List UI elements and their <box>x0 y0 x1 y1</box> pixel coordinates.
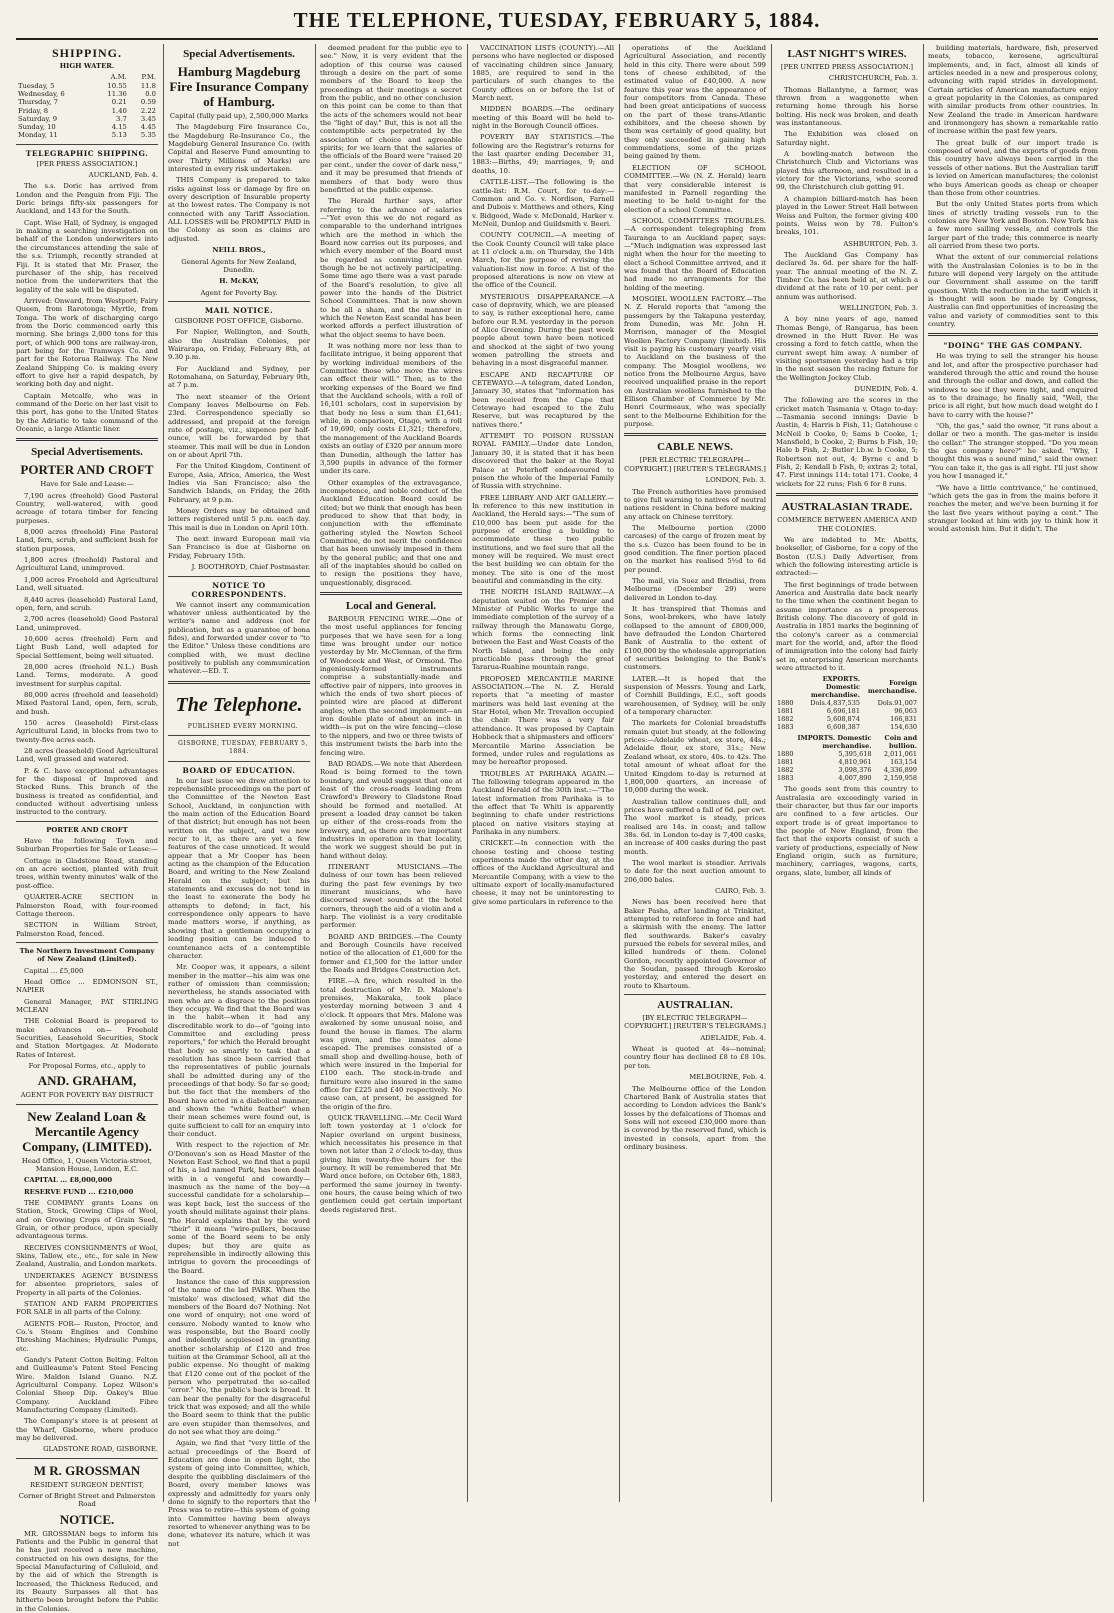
tide-cell: 0.21 <box>111 98 127 107</box>
tide-cell: Sunday, 10 <box>18 123 56 132</box>
trade-paragraph: We are indebted to Mr. Abetts, bookseller, of Gisborne, for a copy of the Boston (U.S.) Daily Advertiser, from which the following interesting article is extracted:— <box>776 535 918 578</box>
trade-cell: 154,630 <box>890 723 917 732</box>
tide-heading: HIGH WATER. <box>59 62 115 70</box>
wires-credit: [PER UNITED PRESS ASSOCIATION.] <box>780 63 914 71</box>
mail-notice-body <box>168 328 310 560</box>
dunedin-dateline: DUNEDIN, Feb. 4. <box>854 385 918 394</box>
porter-croft-item: 1,000 acres Freehold and Agricultural Land, well situated. <box>16 575 158 593</box>
nzl-paragraph: AGENTS FOR— Ruston, Proctor, and Co.'s Steam Engines and Combine Threshing Machines; Hydraulic Pumps, etc. <box>16 1319 158 1353</box>
notice-title: NOTICE. <box>59 1511 115 1527</box>
trade-continued <box>928 44 1098 328</box>
local-item: BARBOUR FENCING WIRE.—One of the most useful appliances for fencing purposes that we have seen for a long time was brought under our notice yesterday by Mr. McClennan, of the firm of Woodcock and West, of Ormond. The ingeniously-formed instruments comprise a substantially-made and effective pair of nippers, into grooves in which the ends of two short pieces of pointed wire are placed at different angles; when the second implement—an iron double plate of about an inch in width—is put on the wire fencing—close to the nippers, and two or three twists of this instrument twists the barb into the fencing wire. <box>320 615 462 757</box>
porter-croft-town-item: QUARTER-ACRE SECTION in Palmerston Road, with four-roomed Cottage thereon. <box>16 893 158 918</box>
telegraphic-paragraph: Capt. Wise Hall, of Sydney, is engaged in making a searching investigation on behalf of the London underwriters into the circumstances attending the sale of the s.s. Triumph, recently stranded at Fiji. It is stated that Mr. Fraser, the purchaser of the ship, has received notice from the underwriters that the legality of the sale will be disputed. <box>16 218 158 294</box>
column-5 <box>624 44 766 1502</box>
trade-heading: AUSTRALASIAN TRADE. <box>781 501 913 514</box>
trade-cell: 1881 <box>777 707 794 716</box>
trade-cell: 1883 <box>777 723 794 732</box>
and-graham: AND. GRAHAM, <box>37 1073 137 1089</box>
wires-body <box>776 86 918 237</box>
tide-row <box>16 131 158 139</box>
shipping-heading: SHIPPING. <box>51 46 122 60</box>
local-item: ELECTION OF SCHOOL COMMITTEE.—We (N. Z. Herald) learn that very considerable interest is manifested in Parnell regarding the meeting to be held to-night for the election of a school Committee. <box>624 163 766 214</box>
trade-cell: 3,098,376 <box>838 766 872 775</box>
nzl-paragraph: Gandy's Patent Cotton Belting. Felton and Guilleaume's Patent Steel Fencing Wire. Maldon Island Guano. N.Z. Agricultural Company. Lopez Wilson's Colonial Sheep Dip. Oakey's Blue Company. Auckland Fibre Manufacturing Company (Limited). <box>16 1355 158 1414</box>
gas-paragraph: "We have a little contrivance," he continued, "which gets the gas in from the mains before it reaches the meter, and we've been burning it for the last five years without paying a cent." The stranger looked at him with joy to think how it would astonish him. But it didn't. The <box>928 483 1098 534</box>
nzl-paragraph: The Company's store is at present at the Wharf, Gisborne, where produce may be delivered. <box>16 1417 158 1442</box>
tide-cell: 4.45 <box>140 123 156 132</box>
mail-notice-paragraph: For Auckland and Sydney, per Rotomahana, on Saturday, February 9th, at 7 p.m. <box>168 364 310 390</box>
cable-news-body <box>624 488 766 884</box>
trade-subheading: COMMERCE BETWEEN AMERICA AND THE COLONIES. <box>777 516 917 533</box>
telegraphic-body <box>16 182 158 433</box>
trade-cell: 6,608,387 <box>826 723 860 732</box>
trade-paragraph: building materials, hardware, fish, preserved meats, tobacco, kerosene, agricultural implements, and, in fact, almost all kinds of articles needed in a new and prosperous colony, advancing with rapid strides in development. Certain articles of American manufacture enjoy a great popularity in the Colonies, as compared with similar products from other countries. In New Zealand the trade in American hardware and ironmongery has shown a remarkable ratio of increase within the past few years. <box>928 44 1098 136</box>
trade-paragraph: The great bulk of our import trade is composed of wool, and the exports of goods from this country have always been carried in the vessels of other nations. But the Australian tariff is levied on American manufactures; the colonist who buys American goods as cheap or cheaper than those from other countries. <box>928 138 1098 197</box>
adelaide-body: Wheat is quoted at 4s—nominal; country flour has declined £8 to £8 10s. per ton. <box>624 1045 766 1070</box>
nzl-paragraph: RECEIVES CONSIGNMENTS of Wool, Skins, Tallow, etc., etc., for sale in New Zealand, Australia, and London markets. <box>16 1243 158 1269</box>
column-7 <box>928 44 1098 1502</box>
tide-cell: Friday, 8 <box>18 106 49 115</box>
board-paragraph: With respect to the rejection of Mr. O'Donovan's son as Head Master of the Newton East School, we find that a pupil of his, a lad named Park, has been dealt with in a vengeful and cowardly—inasmuch as the name of the boy—a successful candidate for a scholarship—was kept back, lest the success of the youth should militate against their plans. The Herald explains that by the word "their" it means "wire-pullers, because some of the Board seem to be only dupes; but they are quite as reprehensible in indirectly allowing this intrigue to govern the proceedings of the Board. <box>168 1141 310 1275</box>
tide-cell: 1.40 <box>111 106 127 115</box>
melbourne-body: The Melbourne office of the London Chartered Bank of Australia states that according to London advices the Bank's losses by the defalcations of Thomas and Sons will not exceed £30,000 more than is covered by the reserved fund, which is invested in consols, apart from the ordinary business. <box>624 1084 766 1151</box>
wires-dateline: CHRISTCHURCH, Feb. 3. <box>828 74 918 83</box>
trade-paragraph: But the only United States ports from which lines of strictly trading vessels run to the colonies are New York and Boston. New York has a few more sailing vessels, and controls the larger part of the trade; this commerce is nearly all carried from these two ports. <box>928 200 1098 250</box>
local-item: PROPOSED MERCANTILE MARINE ASSOCIATION.—The N. Z. Herald reports that "a meeting of master mariners was held last evening at the Star Hotel, when Mr. Trevallon occupied the chair. There was a very fair attendance. It was proposed by Captain Hobbeck that a shipmasters and officers' Mercantile Marine Association be formed, under rules and regulations as may be hereafter proposed. <box>472 674 614 767</box>
trade-paragraph: What the extent of our commercial relations with the Australasian Colonies is to be in the future will depend very largely on the attitude our Government shall assume on the tariff question. With the reduction in the tariff which it is thought will soon be made by Congress, Australia can find opportunities of increasing the value and variety of commodities sent to this country. <box>928 253 1098 328</box>
nzi-capital: Capital ... £5,000 <box>24 966 84 975</box>
tide-cell: 11.36 <box>107 89 127 98</box>
telegraphic-heading: TELEGRAPHIC SHIPPING. <box>25 148 149 158</box>
local-item: BOARD AND BRIDGES.—The County and Borough Councils have received notice of the allocation of £1,600 for the former and £1,500 for the latter under the Roads and Bridges Construction Act. <box>320 932 462 975</box>
local-item: SCHOOL COMMITTEES TROUBLES.—A correspondent telegraphing from Tauranga to an Auckland paper, says:—"Much indignation was expressed last night when the hour for the meeting to elect a School Committee arrived, and it was found that the Board of Education had made no arrangements for the holding of the meeting. <box>624 216 766 292</box>
nzi-manager: General Manager, PAT STIRLING MCLEAN <box>16 997 158 1014</box>
local-item: ATTEMPT TO POISON RUSSIAN ROYAL FAMILY.—Under date London, January 30, it is stated that it has been discovered that the baker at the Royal Palace at Peterhoff endeavoured to poison the whole of the Imperial Family of Russia with strychnine. <box>472 432 614 491</box>
mail-notice-paragraph: The next inward European mail via San Francisco is due at Gisborne on Friday, February 15th. <box>168 535 310 560</box>
local-item: COUNTY COUNCIL.—A meeting of the Cook County Council will take place at 11 o'clock a.m. on Thursday, the 14th March, for the purpose of revising the valuation-list now in force. A list of the proposed alterations is now on view at the office of the Council. <box>472 231 614 290</box>
cable-credit: [PER ELECTRIC TELEGRAPH—COPYRIGHT.] [REUTER'S TELEGRAMS.] <box>624 456 766 473</box>
column-3 <box>320 44 462 1502</box>
trade-cell: 4,336,899 <box>883 766 917 775</box>
trade-col-header: Foreign merchandise. <box>867 679 917 696</box>
board-paragraph: In our last issue we drew attention to reprehensible proceedings on the part of the Committee of the Newton East School, Auckland, in conjunction with the main action of the Education Board of that district; but enough has not been written on the subject, and we now recur to it, as there are yet a few features of the case unnoticed. It would appear that a Mr Cooper has been acting as the champion of the Education Board, and writing to the New Zealand Herald on the subject; but his statements and excuses do not tend in the least to exonerate the body he attempts to defend; in fact, his correspondence only appears to have made matters worse, if anything, as showing that a gentleman occupying a leading position can be induced to countenance acts of a contemptible character. <box>168 776 310 960</box>
mail-notice-sub: GISBORNE POST OFFICE, Gisborne. <box>174 316 304 325</box>
porter-croft-item: 8,440 acres (leasehold) Pastoral Land, open, fern, and scrub. <box>16 595 158 612</box>
porter-croft-item: 80,000 acres (freehold and leasehold) Mixed Pastoral Land, open, fern, scrub, and bush. <box>16 690 158 716</box>
porter-croft-item: P. & C. have exceptional advantages for the disposal of Improved and Stocked Runs. This branch of the business is treated as confidential, and conducted without advertising unless instructed to the contrary. <box>16 766 158 817</box>
porter-croft-town-item: SECTION in William Street, Palmerston Road, fenced. <box>16 921 158 938</box>
table-row <box>776 766 918 774</box>
wellington-body: A boy nine years of age, named Thomas Benge, of Rangarua, has been drowned in the Hutt River. He was crossing a ford to fetch cattle, when the current swept him away. A number of visiting sportsmen yesterday had a trip in the next season the racing fixture for the Wellington Jockey Club. <box>776 315 918 382</box>
gas-paragraph: "Oh, the gas," said the owner, "it runs about a dollar or two a month. The gas-meter is inside the cellar." The stranger stopped. "Do you mean the gas company here?" he asked. "Why, I thought this was a sound mind," said the owner. "You can take it, the gas is all right. I'll just show you how I managed it." <box>928 422 1098 481</box>
porter-croft-town-list <box>16 857 158 938</box>
telegraphic-credit: [PER PRESS ASSOCIATION.] <box>36 159 138 168</box>
editorial-paragraph: Other examples of the extravagance, incompetence, and noble conduct of the Auckland Education Board could be cited; but we think that enough has been produced to show that that body, in conjunction with the effeminate gathering styled the Newton School Committee, do not merit the confidence that has been unwisely imposed in them by the general public; and that one and all of the inaptables should be called on to resign the positions they have, unquestionably, disgraced. <box>320 478 462 587</box>
local-item: FIRE.—A fire, which resulted in the total destruction of Mr. D. Malone's premises, Makaraka, took place yesterday morning between 3 and 4 o'clock. It appears that Mrs. Malone was awakened by some unusual noise, and found the house in flames. The alarm was given, and the inmates alone escaped. The premises consisted of a small shop and dwelling-house, both of which were insured in the Imperial for £100 each. The stock-in-trade and furniture were also insured in the same office for £225 and £40 respectively. No cause can, at present, be assigned for the origin of the fire. <box>320 977 462 1111</box>
tide-cell: 0.0 <box>145 89 156 98</box>
board-education-body <box>168 777 310 1548</box>
trade-cell: 96,063 <box>894 707 917 716</box>
tide-cell: Saturday, 9 <box>18 114 58 123</box>
telegraphic-dateline: AUCKLAND, Feb. 4. <box>88 171 158 180</box>
mail-notice-paragraph: For Napier, Wellington, and South, also the Australian Colonies, per Wairarapa, on Friday, February 8th, at 9.30 p.m. <box>168 328 310 362</box>
table-row <box>776 758 918 766</box>
telegraphic-paragraph: The s.s. Doric has arrived from London and the Penguin from Fiji. The Doric brings fifty-six passengers for Auckland, and 143 for the South. <box>16 182 158 216</box>
hamburg-body: The Magdeburg Fire Insurance Co., the Magdeburg Re-Insurance Co., the Magdeburg General Insurance Co. (with Capital and Reserve Fund amounting to over Thirty Millions of Marks) are interested in every risk undertaken. <box>168 123 310 174</box>
gas-company-body <box>928 352 1098 533</box>
wellington-dateline: WELLINGTON, Feb. 3. <box>839 303 918 312</box>
tide-cell: 3.45 <box>140 114 156 123</box>
paper-date: GISBORNE, TUESDAY, FEBRUARY 5, 1884. <box>178 739 308 756</box>
porter-croft-item: 28 acres (leasehold) Good Agricultural Land, well grassed and watered. <box>16 747 158 764</box>
trade-after: The goods sent from this country to Australasia are exceedingly varied in their character, but thus far our imports are confined to a few articles. Our export trade is of great importance to the people of New England, from the fact that the exports consist of such a variety of productions, especially of New England origin, such as furniture, machinery, carriages, wagons, carts, organs, slate, lumber, all kinds of <box>776 785 918 877</box>
local-item: QUICK TRAVELLING.—Mr. Cecil Ward left town yesterday at 1 o'clock for Napier overland on urgent business, which necessitates his presence in that town not later than 2 o'clock to-day, thus giving him twenty-five hours for the journey. It will be remembered that Mr. Ward once before, on October 6th, 1883, performed the same journey in twenty-one hours, the cause being which of two gentlemen could get certain important deeds registered first. <box>320 1113 462 1214</box>
hamburg-agent-2: Agent for Poverty Bay. <box>200 288 278 297</box>
trade-cell: 5,395,618 <box>838 750 872 759</box>
tide-cell: 5.35 <box>140 131 156 140</box>
editorial-paragraph: deemed prudent for the public eye to see." Now, it is very evident that the adoption of this course was caused through a desire on the part of some members of the Board to keep the proceedings at their meetings a secret from the public, and no other conclusion on this point can be come to than that the acts of the schemers would not bear the "light of day." But, this is not all the contemptible acts perpetrated by the association of choice and agreeable spirits; for we learn that the salaries of the officials of the Board were "raised 20 per cent., under the cover of dark ness," and it may be presumed that friends of members of that body were thus benefitted at the public expense. <box>320 44 462 194</box>
cable-item: The wool market is steadier. Arrivals to date for the next auction amount to 206,000 bales. <box>624 858 766 884</box>
local-item: VACCINATION LISTS (COUNTY).—All persons who have neglected or disposed of vaccinating children since January, 1885, are required to send in the particulars of such changes to the County offices on or before the 1st of March next. <box>472 44 614 103</box>
local-item: ESCAPE AND RECAPTURE OF CETEWAYO.—A telegram, dated London, January 30, states that "information has been received from the Cape that Cetewayo had escaped to the Zulu Reserve, but was recaptured by the natives there." <box>472 370 614 429</box>
porter-croft-list <box>16 492 158 817</box>
local-item: MYSTERIOUS DISAPPEARANCE.—A case of depravity, which, we are pleased to say, is rather exceptional here, came before our R.M. yesterday in the person of Alice Greening. During the past week people about town have been noticed and shocked at the sight of two young women patrolling the streets and behaving in a most disgraceful manner. <box>472 292 614 368</box>
cable-item: Australian tallow continues dull, and prices have suffered a fall of 6d. per cwt. The wool market is steady, prices realised are 14s. in coast; and tallow 38s. 6d. in London to-day is 7,400 casks, an increase of 400 casks during the past month. <box>624 797 766 856</box>
gas-company-heading: "DOING" THE GAS COMPANY. <box>943 341 1083 351</box>
trade-cell: 1880 <box>777 699 794 708</box>
masthead-seal-icon <box>174 689 304 719</box>
nzi-body: THE Colonial Board is prepared to make advances on— Freehold Securities, Leasehold Securities, Stock and Station Mortgages. At Moderate Rates of Interest. <box>16 1017 158 1059</box>
wires-item: Thomas Ballantyne, a farmer, was thrown from a waggonette when returning home through his horse bolting. His neck was broken, and death was instantaneous. <box>776 85 918 128</box>
special-ads-heading-2: Special Advertisements. <box>183 48 295 60</box>
trade-cell: 163,154 <box>890 758 917 767</box>
nzl-sign: GLADSTONE ROAD, GISBORNE. <box>43 1445 158 1454</box>
table-row <box>776 774 918 782</box>
australian-heading: AUSTRALIAN. <box>657 999 733 1012</box>
mail-notice-sign: J. BOOTHROYD, Chief Postmaster. <box>191 563 310 572</box>
nzl-paragraph: UNDERTAKES AGENCY BUSINESS for absentee proprietors, sales of Property in all parts of the Colonies. <box>16 1271 158 1297</box>
local-item: FREE LIBRARY AND ART GALLERY.—In reference to this new institution in Auckland, the Herald says:—"The sum of £10,000 has been put aside for the purpose of erecting a building to accommodate these two public institutions, and we feel sure that all the money will be required. We must erect the best building we can obtain for the money. The site is one of the most beautiful and commanding in the city. <box>472 493 614 585</box>
mail-notice-paragraph: For the United Kingdom, Continent of Europe, Asia, Africa, America, the West Indies via San Francisco; also the Sandwich Islands, on Friday, the 26th February, at 9 p.m. <box>168 462 310 504</box>
table-row <box>776 715 918 723</box>
and-graham-sub: AGENT FOR POVERTY BAY DISTRICT <box>20 1091 154 1100</box>
tide-cell: 11.8 <box>140 81 156 90</box>
porter-croft-item: 1,800 acres (freehold) Pastoral and Agricultural Land, unimproved. <box>16 556 158 573</box>
trade-cell: 5,608,874 <box>826 715 860 724</box>
tide-table <box>16 73 158 139</box>
trade-cell: 4,810,961 <box>838 758 872 767</box>
hamburg-capital: Capital (fully paid up), 2,500,000 Marks <box>169 112 309 120</box>
nzl-body <box>16 1199 158 1442</box>
local-general-continued <box>472 44 614 906</box>
dentist-title: M R. GROSSMAN <box>33 1462 141 1478</box>
mail-notice-heading: MAIL NOTICE. <box>204 305 274 315</box>
tide-col-header <box>16 73 93 81</box>
porter-croft-town: Have the following Town and Suburban Properties for Sale or Lease:— <box>16 837 158 854</box>
cable-dateline: LONDON, Feb. 3. <box>705 476 766 485</box>
column-4 <box>472 44 614 1502</box>
nzl-office: Head Office, 1, Queen Victoria-street, Mansion House, London, E.C. <box>21 1156 153 1174</box>
cable-item: It has transpired that Thomas and Sons, wool-brokers, who have lately collapsed to the amount of £800,000, have defrauded the London Chartered Bank of Australia to the extent of £100,000 by the wholesale appropriation of securities belonging to the Bank's customers. <box>624 604 766 672</box>
trade-col-header <box>776 734 795 750</box>
trade-cell: 2,159,958 <box>883 774 917 783</box>
cable-item: The markets for Colonial breadstuffs remain quiet but steady, at the following prices:—Adelaide wheat, ex store, 44s.; Adelaide flour, ex store, 31s.; New Zealand wheat, ex store, 40s. to 42s. The total amount of wheat afloat for the United Kingdom to-day is returned at 1,800,000 quarters, an increase of 10,000 during the week. <box>624 719 766 795</box>
telegraphic-paragraph: Captain Metcalfe, who was in command of the Doric on her last visit to this port, has gone to the United States by the Adriatic to take command of the Oceanic, a large Atlantic liner. <box>16 391 158 434</box>
porter-croft-item: 28,000 acres (freehold N.L.) Bush Land. Terms, moderate. A good investment for surplus capital. <box>16 662 158 688</box>
local-item: BAD ROADS.—We note that Aberdeen Road is being formed to the town boundary, and would suggest that one at least of the cross-roads leading from Crawford's Brewery to Gladstone Road should be formed and metalled. At present a loaded dray cannot be taken up either of the cross-roads from the brewery, and, as there are two important industries in operation in that locality, the work we suggest should be put in hand without delay. <box>320 759 462 860</box>
imports-table <box>776 734 918 782</box>
tide-col-header: A.M. <box>110 73 127 82</box>
tide-cell: 5.13 <box>111 131 127 140</box>
paper-title: The Telephone. <box>175 693 303 716</box>
editorial-paragraph: The Herald further says, after referring to the advance of salaries—"Yet even this we do not regard as comparable to the underhand intrigues which are the method in which the Board now carries out its purposes, and which every member of the Board must be regarded as conniving at, even though he be not actively participating. Some time ago there was a vast parade of the Board's resolution, to give all power into the hands of the District School Committees. That is now shown to be all a sham, and the manner in which the Newton East scandal has been worked affords a perfect illustration of what the object seems to have been. <box>320 197 462 339</box>
nzl-title: New Zealand Loan & Mercantile Agency Company, (LIMITED). <box>22 1108 152 1154</box>
local-item: ITINERANT MUSICIANS.—The dulness of our town has been relieved during the past few evenings by two itinerant musicians, who have discoursed sweet sounds at the hotel corners, through the aid of a violin and a harp. The violinist is a very creditable performer. <box>320 862 462 930</box>
tide-row <box>16 90 158 98</box>
trade-body <box>776 536 918 673</box>
hamburg-agent: H. McKAY, <box>219 277 259 286</box>
editorial-continued <box>320 44 462 587</box>
tide-cell: 3.7 <box>116 114 127 123</box>
dunedin-body: The following are the scores in the cricket match Tasmania v. Otago to-day:—Tasmania second innings: Davie b Austin, 4; Harris b Fish, 11; Gatehouse c McNeil b Cooke, 0; Sams b Cooke, 1; Mansfield, b Cooke, 2; Burns b Fish, 10; Hale b Fish, 2; Butler l.b.w. b Cooke, 5; Robertson not out, 4; Byrne c and b Fish, 2; Kendall b Fish, 0; extras 2; total, 47. First innings 114: total 171. Cooke, 4 wickets for 22 runs; Fish 6 for 8 runs. <box>776 396 918 488</box>
tide-row <box>16 98 158 106</box>
tide-cell: Tuesday, 5 <box>18 81 55 90</box>
tide-col-header: P.M. <box>141 73 156 82</box>
adelaide-dateline: ADELAIDE, Feb. 4. <box>700 1033 766 1042</box>
trade-cell: 1880 <box>777 750 794 759</box>
trade-cell: 1882 <box>777 715 794 724</box>
wires-item: A bowling-match between the Christchurch Club and Victorians was played this afternoon, and resulted in a victory for the Victorians, who scored 99, the Christchurch club getting 91. <box>776 150 918 192</box>
tide-cell: Monday, 11 <box>18 131 58 140</box>
table-row <box>776 707 918 715</box>
hamburg-title: Hamburg Magdeburg Fire Insurance Company of Hamburg. <box>169 64 309 109</box>
local-item: operations of the Auckland Agricultural Association, and recently held in this city. There were about 599 tons of cheese exhibited, of the estimated value of £40,000. A new feature this year was the appearance of four competitors from Canada. These had been great anticipations of success on the part of these trans-Atlantic exhibitors, and the cheese shown by them was certainly of good quality, but they only succeeded in gaining high commendations, some of the prizes being gained by them. <box>624 44 766 161</box>
cable-item: LATER.—It is hoped that the suspension of Messrs. Young and Lark, of Cornhill Buildings, E.C., soft goods warehousemen, of Sydney, will be only of a temporary character. <box>624 674 766 717</box>
hamburg-sign-2: General Agents for New Zealand, Dunedin. <box>181 257 297 274</box>
cable-item: The mail, via Suez and Brindisi, from Melbourne (December 29) were delivered in London to-day. <box>624 576 766 602</box>
tide-row <box>16 107 158 115</box>
tide-cell: 0.59 <box>140 98 156 107</box>
tide-row <box>16 82 158 90</box>
wires-item: The Exhibition was closed on Saturday night. <box>776 130 918 147</box>
editorial-paragraph: It was nothing more nor less than to facilitate intrigue, it being apparent that by working individual members of the Committee those who move the wires can effect their will." Then, as to the working expenses of the Board we find that the Auckland schools, with a roll of 16,101 scholars, cost in supervision by that body no less a sum than £1,641; while, in comparison, Otago, with a roll of 19,690, only costs £1,321; therefore, the management of the Auckland Boards exists an outlay of £320 per annum more than Dunedin, although the latter has 3,590 pupils in advance of the former under its care. <box>320 342 462 476</box>
wires-heading: LAST NIGHT'S WIRES. <box>787 48 907 60</box>
trade-cell: 1882 <box>777 766 794 775</box>
cable-item: The French authorities have promised to give full warning to natives of neutral nations resident in China before making any attack on Chinese territory. <box>624 487 766 521</box>
cable-news-heading: CABLE NEWS. <box>657 441 733 454</box>
trade-cell: 2,011,061 <box>883 750 917 759</box>
local-general-heading: Local and General. <box>345 600 437 612</box>
tide-cell: 4.15 <box>111 123 127 132</box>
porter-croft-item: 150 acres (leasehold) First-class Agricultural Land, in blocks from two to twenty-five acres each. <box>16 718 158 744</box>
board-education-heading: BOARD OF EDUCATION. <box>182 765 296 775</box>
porter-croft-sub: Have for Sale and Lease:— <box>40 480 134 489</box>
notice-body: MR. GROSSMAN begs to inform his Patients and the Public in general that he has just received a new machine, constructed on his own designs, for the Special Manufacturing of Celluloid, and by the aid of which the Strength is Increased, the Thickness Reduced, and its Beauty Surpasses all that has hitherto been brought before the Public in the Colonies. <box>16 1529 158 1613</box>
trade-cell: 4,007,890 <box>838 774 872 783</box>
local-item: THE NORTH ISLAND RAILWAY.—A deputation waited on the Premier and Minister of Public Works to urge the immediate completion of the survey of a railway through the Manawatu Gorge, which forms the connecting link between the East and West Coasts of the North Island, and being the only practicable pass through the great Tararua-Ruahine mountain range. <box>472 588 614 672</box>
nzi-office: Head Office ... EDMONSON ST., NAPIER <box>16 977 158 995</box>
cable-item: The Melbourne portion (2000 carcases) of the cargo of frozen meat by the s.s. Cuzco has been found to be in good condition. The finer portion placed on the market has realised 5½d to 6d per pound. <box>624 523 766 574</box>
local-item: CATTLE-LIST.—The following is the cattle-list: R.M. Court, for to-day:—Common and Co. v. Nordison, Farnell and Dubois v. Matthews and others, King v. Bidgood, Wade v. McDonald, Harker v. McNeil, Dunlop and Guildsmith v. Beeri. <box>472 178 614 228</box>
board-paragraph: Mr. Cooper was, it appears, a silent member in the matter—his aim was one rather of omission than commission; nevertheless, he stands associated with men who are a disgrace to the position they occupy. We find that the Board was in the habit—when it had any discreditable work to do—of "going into Committee and excluding press reporters," for which the Herald brought that body so smartly to task that a resolution has since been carried that the representatives of public journals shall be admitted during any of the proceedings of that body. So far so good; but the fact that the members of the Board have acted in a diabolical manner, and shown the "white feather" when their mean schemes were found out, is quite sufficient to call for an enquiry into their conduct. <box>168 963 310 1139</box>
trade-cell: 166,831 <box>890 715 917 724</box>
dentist-sub: RESIDENT SURGEON DENTIST, <box>30 1480 144 1489</box>
trade-col-header: IMPORTS. Domestic merchandise. <box>797 734 872 751</box>
nzi-forms: For Proposal Forms, etc., apply to <box>28 1062 146 1070</box>
local-item: TROUBLES AT PARIHAKA AGAIN.—The following telegram appeared in the Auckland Herald of the 30th inst.:—"The latest information from Parihaka is to the effect that Te Whiti is apparently beginning to chafe under restrictions placed on native visitors staying at Parihaka in any numbers. <box>472 769 614 836</box>
tide-cell: Wednesday, 6 <box>18 89 65 98</box>
tide-cell: 10.55 <box>107 81 127 90</box>
local-item: POVERTY BAY STATISTICS.—The following are the Registrar's returns for the last quarter ending December 31, 1883:—Births, 49; marriages, 9; and deaths, 10. <box>472 133 614 175</box>
dentist-address: Corner of Bright Street and Palmerston Road <box>18 1492 156 1509</box>
nzl-reserve: RESERVE FUND ... £210,000 <box>24 1187 134 1196</box>
column-1 <box>16 44 158 1613</box>
paper-subtitle: PUBLISHED EVERY MORNING. <box>187 722 299 730</box>
porter-croft-town-item: Cottage in Gladstone Road, standing on an acre section, planted with fruit trees, within twenty minutes' walk of the post-office. <box>16 856 158 890</box>
table-row <box>776 750 918 758</box>
masthead-title: THE TELEPHONE, TUESDAY, FEBRUARY 5, 1884. <box>293 8 821 32</box>
tide-row <box>16 115 158 123</box>
exports-table <box>776 675 918 731</box>
trade-cell: Dols.4,837,535 <box>810 699 860 708</box>
porter-croft-item: 10,600 acres (freehold) Fern and Light Bush Land, well adapted for Special Settlement, being well situated. <box>16 634 158 660</box>
gas-paragraph: He was trying to sell the stranger his house and lot, and after the prospective purchaser had wandered through the attic and round the house and through the cellar and down, and called the windows to see if they were tight, and enquired as to the drainage, he finally said, "Well, the price is all right, but how much dead weight do I have to carry with the house?" <box>928 352 1098 419</box>
local-general-body <box>320 615 462 1214</box>
table-row <box>776 699 918 707</box>
porter-croft-item: 8,000 acres (freehold) Fine Pastoral Land, fern, scrub, and sufficient bush for station purposes. <box>16 528 158 553</box>
trade-cell: 1883 <box>777 774 794 783</box>
masthead <box>16 8 1098 40</box>
local-item: MOSGIEL WOOLLEN FACTORY.—The N. Z. Herald reports that "among the passengers by the Takapuna yesterday, from Dunedin, was Mr. John H. Morrison, manager of the Mosgiel Woollen Factory Company (limited). His visit is paying his customary yearly visit to Auckland on the business of the company. The Mosgiel woollens, we notice from the Melbourne Argus, have received unqualified praise in the report on Australian woollens furnished to the Ellison Chamber of Commerce by Mr. Henri Courmeaux, who was specially sent to the Melbourne Exhibition for the purpose. <box>624 294 766 429</box>
telegraphic-paragraph: Arrived: Onward, from Westport; Fairy Queen, from Rarotonga; Myrtle, from Tonga. The work of discharging cargo from the Doric commenced early this morning. She brings 2,000 tons for this port, of which 900 tons are railway-iron, part being for the Tramways Co. and part for the Rotorua Railway. The New Zealand Shipping Co. is making every effort to give her a rapid despatch, by working both day and night. <box>16 296 158 389</box>
correspondents-heading: NOTICE TO CORRESPONDENTS. <box>191 580 287 599</box>
porter-croft-item: 7,190 acres (freehold) Good Pastoral Country, well-watered, with good acreage of totara timber for fencing purposes. <box>16 491 158 525</box>
correspondents-body: We cannot insert any communication whatever unless authenticated by the writer's name and address (not for publication, but as a guarantee of bona fides), and forwarded under cover to "to the Editor." Unless these conditions are complied with, we must decline positively to publish any communication whatever.—ED. T. <box>168 600 310 676</box>
trade-cell: 1881 <box>777 758 794 767</box>
wires-item: A champion billiard-match has been played in the Lower Street Hall between Weiss and Fulton, the former giving 400 points. Weiss won by 78. Fulton's breaks, 101. <box>776 194 918 237</box>
board-paragraph: Again, we find that "very little of the actual proceedings of the Board of Education are done in open light, the system of going into Committee, which, despite the quibbling disclaimers of the Board, every member knows was expressly and admittedly for years only done to signify to the reporters that the Press was to retire—this system of going into Committee having been always resorted to whenever anything was to be done, whatever its nature, which it was not <box>168 1439 310 1548</box>
local-item: CRICKET.—In connection with the choose testing and choose testing experiments made the other day, at the offices of the Auckland Agricultural and Mercantile Company, with a view to the ultimate export of locally-manufactured cheese, it may not be uninteresting to give some particulars in reference to the <box>472 839 614 906</box>
column-6 <box>776 44 918 1502</box>
trade-col-header <box>776 675 795 699</box>
nzl-paragraph: STATION AND FARM PROPERTIES FOR SALE in all parts of the Colony. <box>16 1299 158 1317</box>
melbourne-dateline: MELBOURNE, Feb. 4. <box>689 1073 766 1082</box>
nzl-capital: CAPITAL ... £8,000,000 <box>24 1176 113 1185</box>
local-item: MIDDEN BOARDS.—The ordinary meeting of this Board will be held to-night in the Borough Council offices. <box>472 105 614 131</box>
trade-paragraph: The first beginnings of trade between America and Australia date back nearly to the time when the continent began to assume importance as a prosperous British colony. The discovery of gold in Australia in 1851 marks the beginning of the colony's career as a commercial mart for the world, and, after the flood of immigration into the colony had fairly set in, enterprising American merchants were attracted to it. <box>776 580 918 672</box>
porter-croft-title: PORTER AND CROFT <box>20 462 154 478</box>
porter-croft-footer: PORTER AND CROFT <box>46 825 128 834</box>
nzi-title: The Northern Investment Company of New Zealand (Limited). <box>19 946 155 964</box>
tide-cell: Thursday, 7 <box>18 98 59 107</box>
trade-cell: 6,696,181 <box>826 707 860 716</box>
tide-cell: 2.22 <box>140 106 156 115</box>
special-ads-heading: Special Advertisements. <box>31 446 143 459</box>
nzl-paragraph: THE COMPANY grants Loans on Station, Stock, Growing Clips of Wool, and on Growing Crops of Grain Seed, Grain, or other produce, upon specially advantageous terms. <box>16 1199 158 1241</box>
mail-notice-paragraph: Money Orders may be obtained and letters registered until 5 p.m. each day. This mail is due in London on April 10th. <box>168 507 310 532</box>
porter-croft-item: 2,700 acres (leasehold) Good Pastoral Land, unimproved. <box>16 615 158 632</box>
board-paragraph: Instance the case of this suppression of the name of the lad PARK. When the 'mistake' was disclosed, what did the members of the Board do? Nothing. Not one word of enquiry; not one word of censure. Nobody wanted to know who was responsible, but the Board coolly and indolently acquiesced in granting another scholarship of £120 and free tuition at the Grammar School, all at the public expense. No thought of making that £120 come out of the pocket of the person who perpetrated the so-called "error." No, the public's back is broad. It can bear the penalty for the disgraceful trick that was exposed; and all the while the Board seem to think that the public are even stupider than themselves, and do not see what they are doing." <box>168 1277 310 1437</box>
table-row <box>776 723 918 731</box>
mail-notice-paragraph: The next steamer of the Orient Company leaves Melbourne on Feb. 23rd. Correspondence specially so addressed, and prepaid at the foreign rate of postage, viz., sixpence per half-ounce, will be forwarded by that steamer. This mail will be due in London on or about April 7th. <box>168 392 310 460</box>
cairo-dateline: CAIRO, Feb. 3. <box>715 886 766 895</box>
trade-col-header: EXPORTS. Domestic merchandise. <box>810 675 860 700</box>
ashburton-dateline: ASHBURTON, Feb. 3. <box>843 239 918 248</box>
australian-credit: [BY ELECTRIC TELEGRAPH—COPYRIGHT.] [REUTER'S TELEGRAMS.] <box>624 1014 766 1031</box>
column-2 <box>168 44 310 1548</box>
items-continued <box>624 44 766 428</box>
tide-row <box>16 123 158 131</box>
hamburg-sign: NEILL BROS., <box>212 246 266 255</box>
trade-col-header: Coin and bullion. <box>884 734 917 751</box>
trade-cell: Dols.91,007 <box>877 699 917 708</box>
ashburton-body: The Auckland Gas Company has declared 3s. 6d. per share for the half-year. The annual meeting of the N. Z. Timber Co. has been held at, at which a dividend at the rate of 10 per cent. per annum was authorised. <box>776 250 918 301</box>
hamburg-body-2: THIS Company is prepared to take risks against loss or damage by fire on every description of Insurable property at the lowest rates. The Company is not connected with any Tariff Association. ALL LOSSES will be PROMPTLY PAID in the Colony as soon as claims are adjusted. <box>168 176 310 243</box>
cairo-body: News has been received here that Baker Pasha, after landing at Trinkitat, attempted to reinforce in force and had a skirmish with the enemy. The latter fled southwards. Baker's cavalry pursued the rebels for several miles, and killed hundreds of them. Colonel Gordon, recently appointed Governor of the Soudan, passed through Korosko yesterday, and entered the desert en route to Khartoum. <box>624 898 766 990</box>
